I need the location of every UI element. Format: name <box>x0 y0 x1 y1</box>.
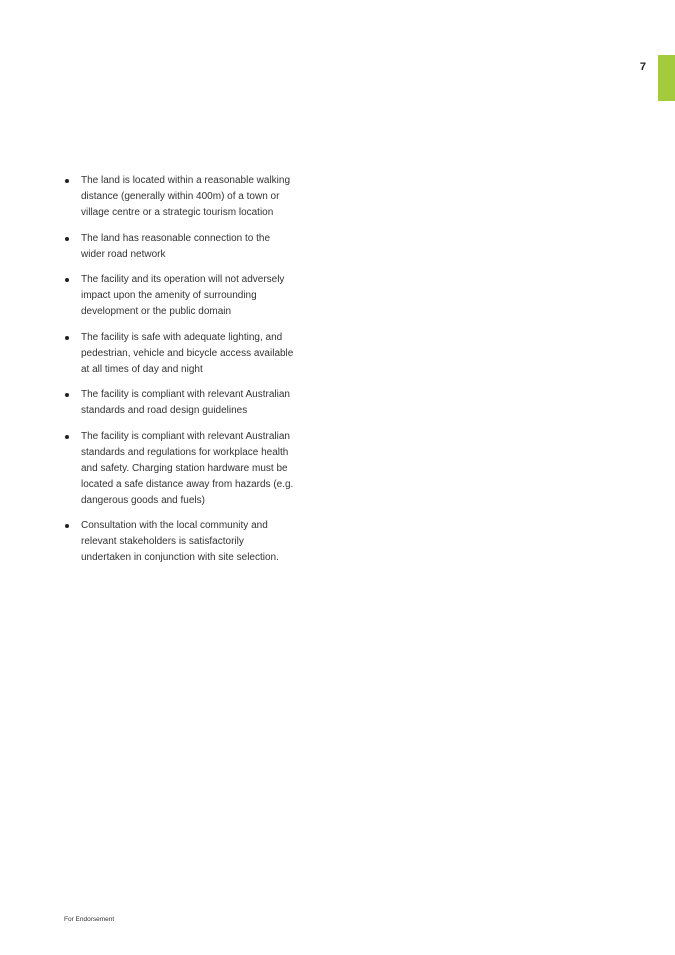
footer-label: For Endorsement <box>64 916 115 923</box>
bullet-icon <box>65 179 69 183</box>
list-item-text: The facility and its operation will not adversely impact upon the amenity of surrounding development or the public domain <box>81 274 285 317</box>
bullet-icon <box>65 524 69 528</box>
bullet-icon <box>65 336 69 340</box>
list-item <box>64 518 296 566</box>
list-item-text: Consultation with the local community and relevant stakeholders is satisfactorily undertaken in conjunction with site selection. <box>81 520 279 563</box>
list-item <box>64 387 296 419</box>
list-item <box>64 330 296 378</box>
list-item <box>64 231 296 263</box>
list-item <box>64 173 296 221</box>
list-item-text: The facility is safe with adequate lighting, and pedestrian, vehicle and bicycle access available at all times of day and night <box>81 331 294 375</box>
bullet-icon <box>65 237 69 241</box>
list-item-text: The land has reasonable connection to the wider road network <box>81 232 271 260</box>
list-item-text: The land is located within a reasonable walking distance (generally within 400m) of a town or village centre or a strategic tourism location <box>81 175 291 218</box>
list-item-text: The facility is compliant with relevant Australian standards and regulations for workplace health and safety. Charging station hardware must be located a safe distance away from hazards (e.g. dangerous goods and fuels) <box>81 430 294 506</box>
bullet-icon <box>65 393 69 397</box>
criteria-list <box>64 173 296 576</box>
list-item <box>64 429 296 509</box>
bullet-icon <box>65 435 69 439</box>
list-item <box>64 272 296 320</box>
page-number: 7 <box>639 61 646 73</box>
bullet-icon <box>65 278 69 282</box>
list-item-text: The facility is compliant with relevant Australian standards and road design guidelines <box>81 389 290 416</box>
page-accent-tab <box>658 55 675 101</box>
